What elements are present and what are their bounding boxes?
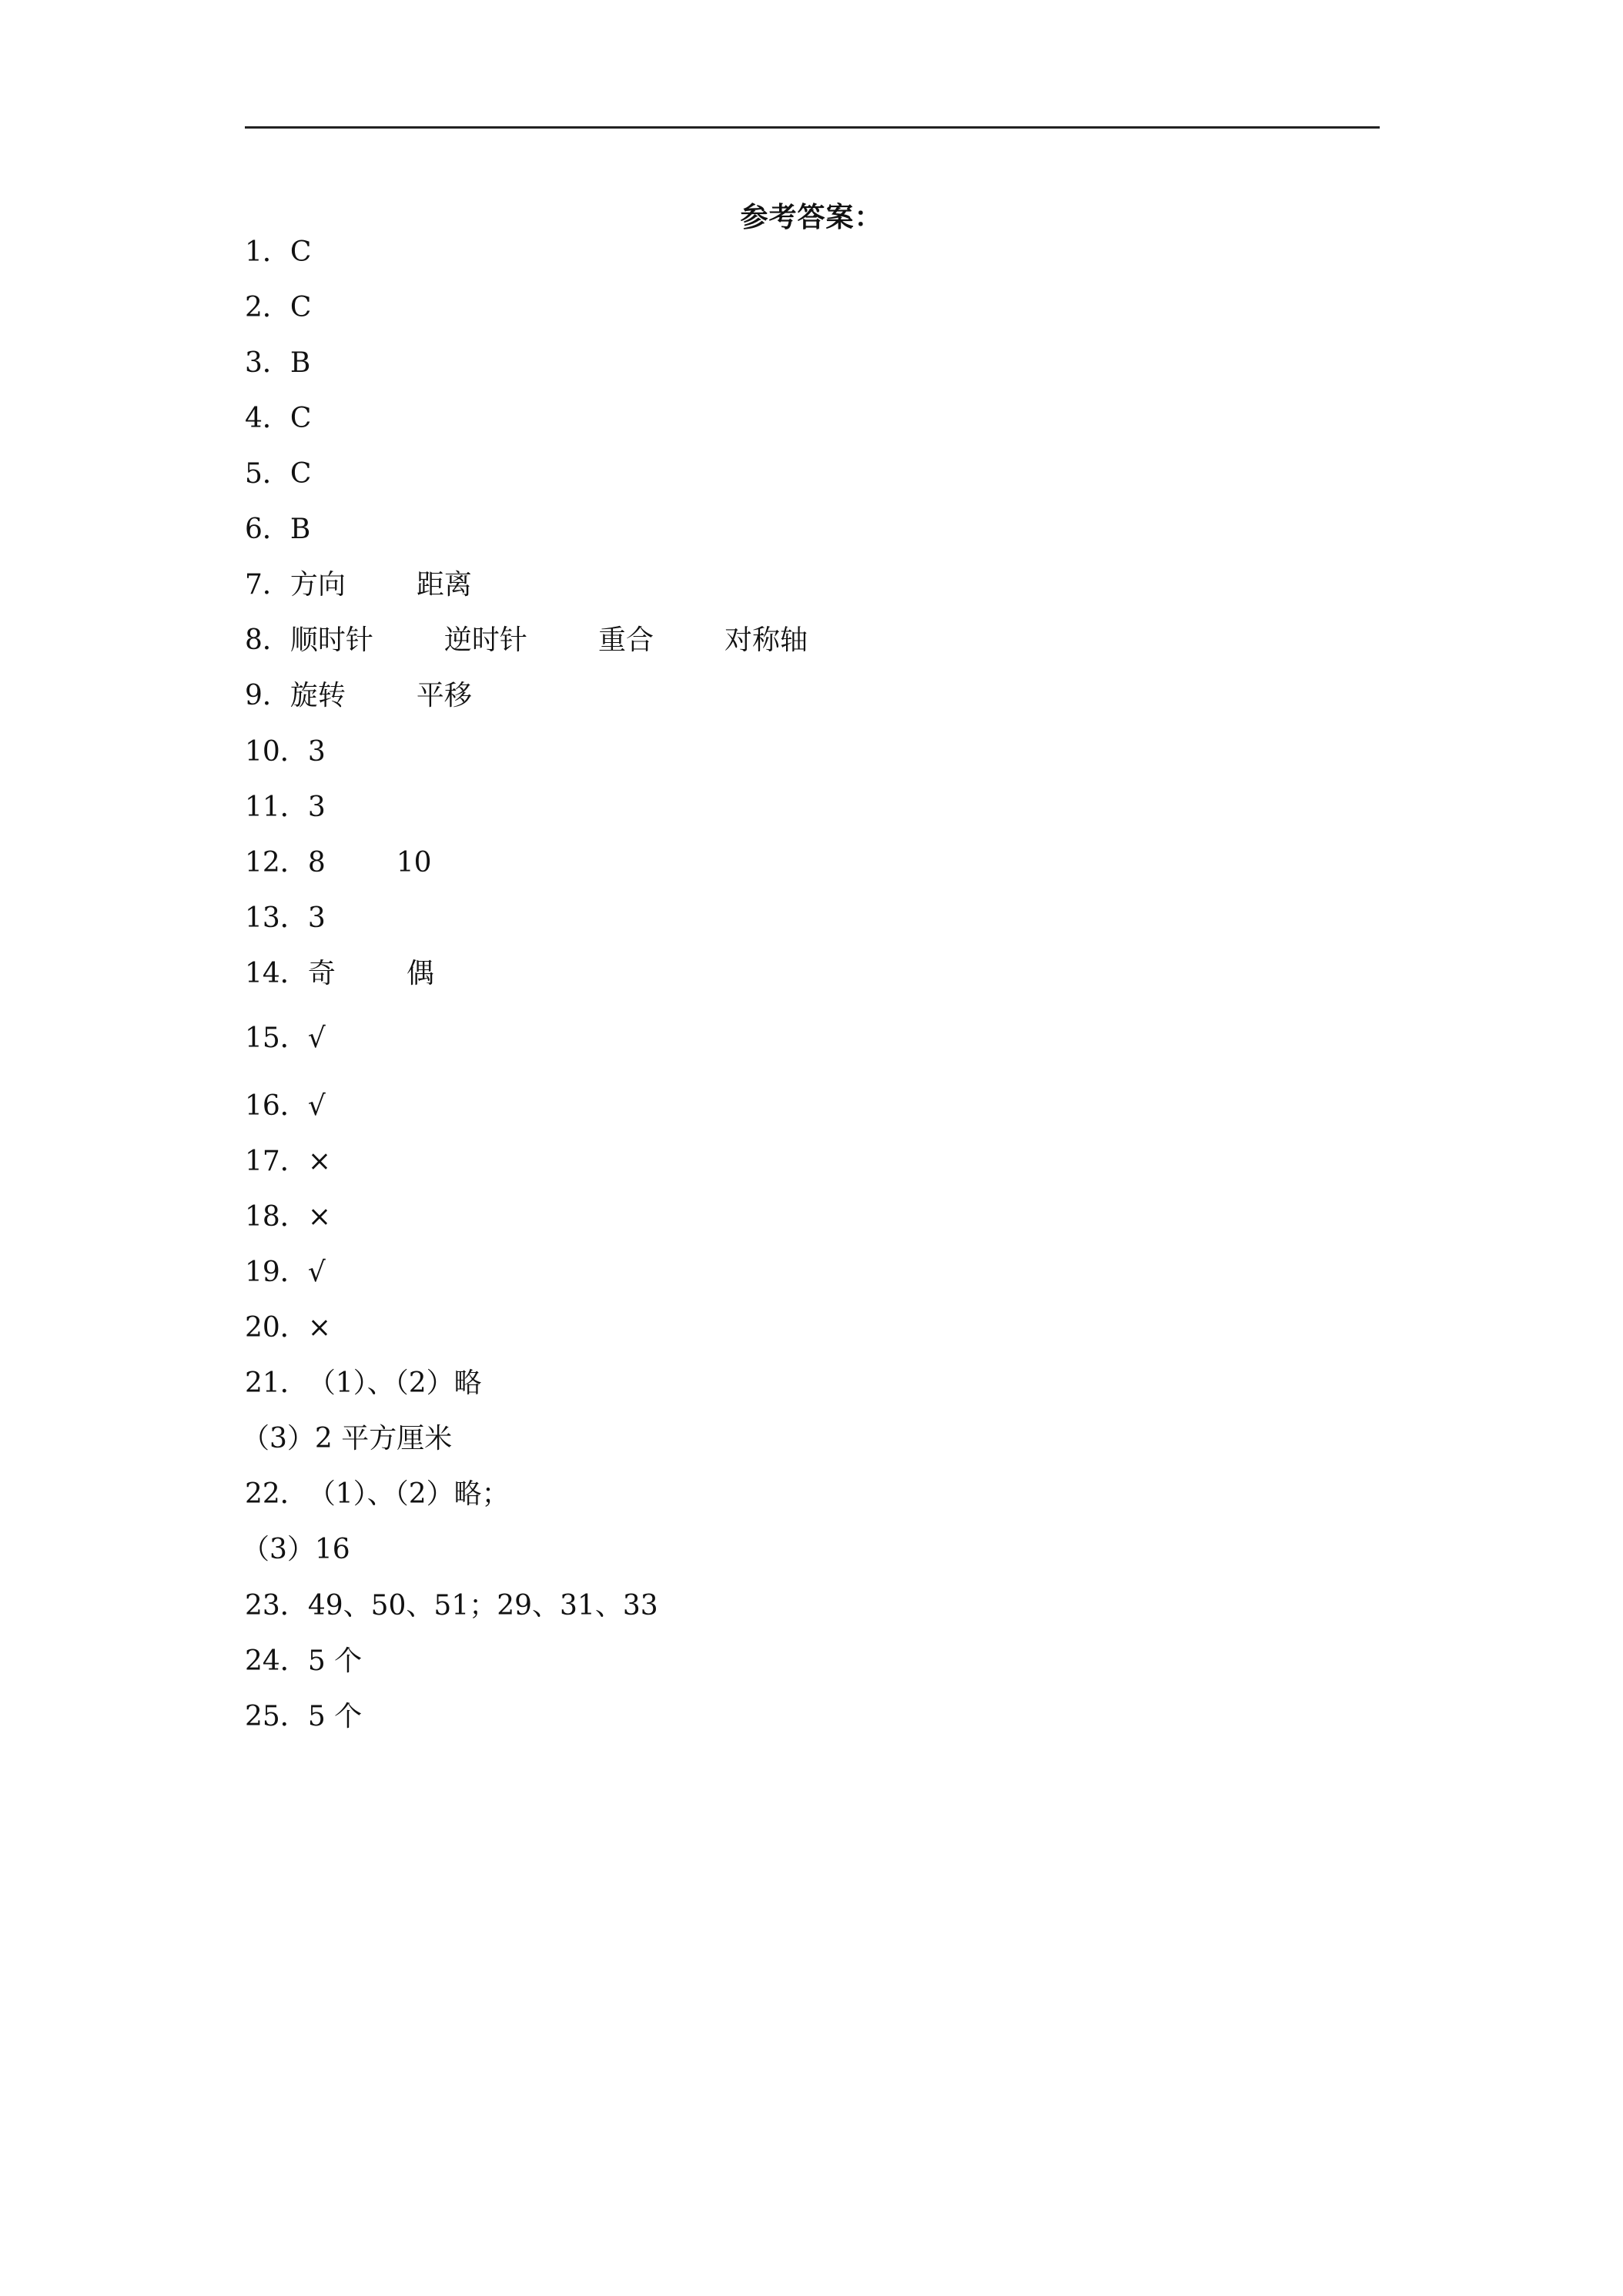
answer-subitem bbox=[242, 1531, 350, 1569]
answer-number: 14． bbox=[245, 958, 308, 989]
header-rule bbox=[245, 126, 1380, 129]
answer-text: × bbox=[307, 1146, 331, 1177]
answer-subitem bbox=[242, 1420, 453, 1458]
answer-item bbox=[245, 344, 310, 383]
answer-number: 23． bbox=[245, 1590, 308, 1622]
answer-text: 旋转 bbox=[289, 680, 346, 711]
answer-item bbox=[245, 677, 472, 715]
answer-number: 22． bbox=[245, 1478, 308, 1510]
answer-item bbox=[245, 1587, 658, 1625]
answer-text: 5 个 bbox=[307, 1701, 363, 1732]
answer-item bbox=[245, 289, 311, 327]
answer-text: √ bbox=[307, 1257, 326, 1288]
answer-number: 10． bbox=[245, 736, 308, 768]
answer-number: 5． bbox=[245, 458, 290, 490]
answer-number: 6． bbox=[245, 514, 290, 545]
answer-number: 7． bbox=[245, 569, 290, 601]
answer-item bbox=[245, 1198, 331, 1237]
answer-number: 19． bbox=[245, 1257, 308, 1288]
answer-text: （3）2 平方厘米 bbox=[242, 1423, 453, 1454]
answer-item bbox=[245, 566, 472, 604]
answer-number: 11． bbox=[245, 792, 308, 823]
answer-text: （3）16 bbox=[242, 1534, 350, 1565]
answer-text: 顺时针 bbox=[289, 624, 373, 656]
answer-text: B bbox=[289, 514, 311, 545]
answer-item bbox=[245, 1143, 331, 1181]
answer-item bbox=[245, 733, 326, 771]
answer-text: 3 bbox=[307, 902, 326, 934]
answer-number: 2． bbox=[245, 292, 290, 323]
answer-number: 15． bbox=[245, 1022, 308, 1054]
answer-text: 3 bbox=[307, 792, 326, 823]
answer-item bbox=[245, 1364, 482, 1403]
answer-text: C bbox=[289, 236, 312, 268]
answer-text: 偶 bbox=[406, 958, 434, 989]
answer-item bbox=[245, 400, 311, 438]
answer-number: 25． bbox=[245, 1701, 308, 1732]
answer-number: 1． bbox=[245, 236, 290, 268]
answer-item bbox=[245, 899, 326, 938]
answer-text: B bbox=[289, 347, 311, 379]
answer-text: 距离 bbox=[416, 569, 472, 601]
answer-item bbox=[245, 1309, 331, 1347]
answer-item bbox=[245, 844, 432, 882]
answer-number: 17． bbox=[245, 1146, 308, 1177]
answer-text: C bbox=[289, 403, 312, 434]
answer-number: 12． bbox=[245, 847, 308, 879]
answer-item bbox=[245, 510, 310, 549]
answer-item bbox=[245, 455, 311, 494]
answer-text: C bbox=[289, 292, 312, 323]
answer-item bbox=[245, 1087, 326, 1126]
answer-text: 逆时针 bbox=[443, 624, 527, 656]
answer-text: 平移 bbox=[416, 680, 472, 711]
answer-text: × bbox=[307, 1201, 331, 1233]
answer-item bbox=[245, 1642, 362, 1681]
answer-number: 20． bbox=[245, 1312, 308, 1344]
page-title: 参考答案： bbox=[740, 201, 883, 233]
answer-item bbox=[245, 1475, 510, 1514]
answer-text: √ bbox=[307, 1090, 326, 1122]
answer-item bbox=[245, 1253, 326, 1292]
answer-number: 24． bbox=[245, 1645, 308, 1677]
answer-text: 8 bbox=[307, 847, 326, 879]
answer-item bbox=[245, 621, 808, 660]
answer-text: C bbox=[289, 458, 312, 490]
answer-text: （1）、（2）略 bbox=[307, 1367, 482, 1399]
answer-number: 16． bbox=[245, 1090, 308, 1122]
answer-text: 方向 bbox=[289, 569, 346, 601]
answer-text: 对称轴 bbox=[724, 624, 808, 656]
answer-text: （1）、（2）略； bbox=[307, 1478, 510, 1510]
answer-number: 4． bbox=[245, 403, 290, 434]
answer-text: 5 个 bbox=[307, 1645, 363, 1677]
answer-text: 3 bbox=[307, 736, 326, 768]
answer-text: 49、50、51；29、31、33 bbox=[307, 1590, 658, 1622]
answer-text: √ bbox=[307, 1022, 326, 1054]
answer-number: 18． bbox=[245, 1201, 308, 1233]
answer-number: 13． bbox=[245, 902, 308, 934]
answer-number: 21． bbox=[245, 1367, 308, 1399]
answer-text: 重合 bbox=[597, 624, 654, 656]
answer-text: × bbox=[307, 1312, 331, 1344]
answer-item bbox=[245, 955, 434, 993]
answer-item bbox=[245, 788, 326, 827]
answer-item bbox=[245, 1698, 362, 1736]
answer-item bbox=[245, 233, 311, 272]
answer-number: 3． bbox=[245, 347, 290, 379]
answer-text: 奇 bbox=[307, 958, 336, 989]
answer-number: 9． bbox=[245, 680, 290, 711]
answer-text: 10 bbox=[396, 847, 432, 879]
answer-number: 8． bbox=[245, 624, 290, 656]
answer-item bbox=[245, 1019, 326, 1058]
